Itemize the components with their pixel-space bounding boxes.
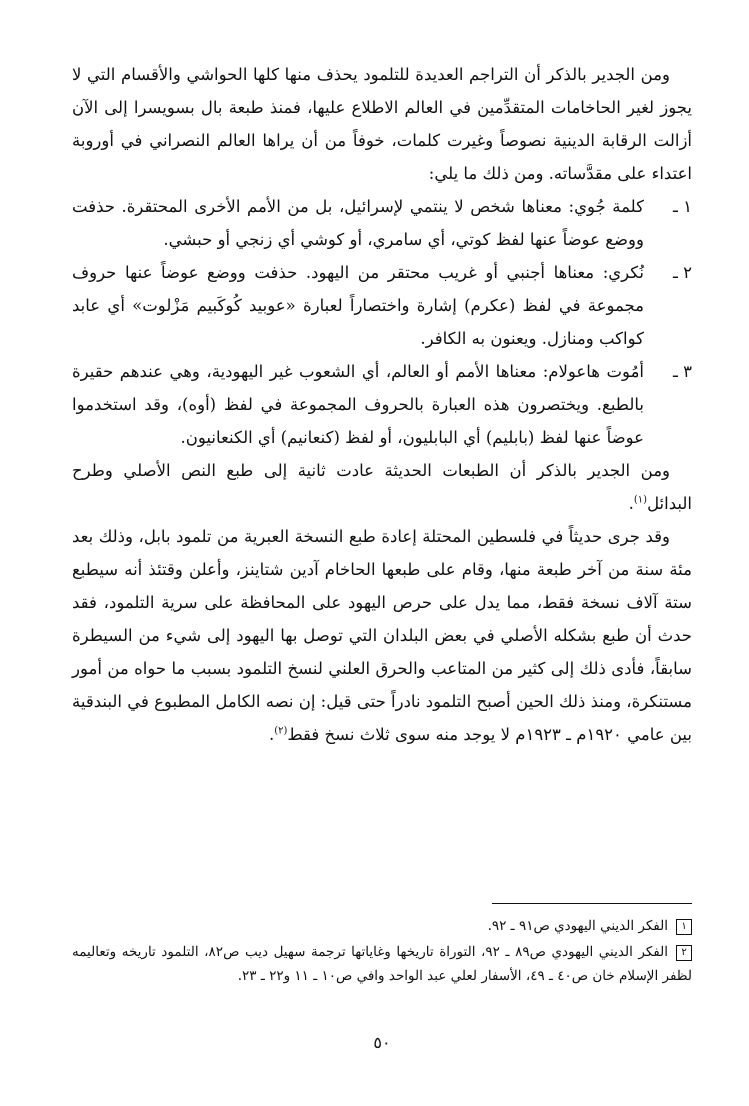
footnote-2 — [72, 940, 692, 988]
paragraph-modern-editions — [72, 454, 692, 520]
list-item-1 — [72, 190, 692, 256]
paragraph-text: ومن الجدير بالذكر أن الطبعات الحديثة عادت ثانية إلى طبع النص الأصلي وطرح البدائل — [72, 461, 692, 513]
footnote-text: الفكر الديني اليهودي ص٩١ ـ ٩٢. — [487, 918, 668, 934]
list-number: ٢ ـ — [673, 263, 692, 282]
list-item-2 — [72, 256, 692, 355]
list-number: ١ ـ — [673, 197, 692, 216]
footnote-divider — [492, 903, 692, 904]
sentence-end: . — [628, 494, 634, 513]
body-text — [72, 58, 692, 751]
page-number: ٥٠ — [373, 1033, 391, 1052]
footnote-number-box: ١ — [676, 919, 692, 935]
paragraph-text: وقد جرى حديثاً في فلسطين المحتلة إعادة طبع النسخة العبرية من تلمود بابل، وذلك بعد مئة سنة من آخر طبعة منها، وقام على طبعها الحاخام آدين شتاينز، وأعلن وقتئذ أنه سيطبع ستة آلاف نسخة فقط، مما يدل على حرص اليهود على المحافظة على سرية التلمود، فقد حدث أن طبع بشكله الأصلي في بعض البلدان التي توصل بها اليهود إلى شيء من السيطرة سابقاً، فأدى ذلك إلى كثير من المتاعب والحرق العلني لنسخ التلمود بسبب ما حواه من أمور مستنكرة، ومنذ ذلك الحين أصبح التلمود نادراً حتى قيل: إن نصه الكامل المطبوع في البندقية بين عامي ١٩٢٠م ـ ١٩٢٣م لا يوجد منه سوى ثلاث نسخ فقط — [72, 527, 692, 744]
list-item-3 — [72, 355, 692, 454]
sentence-end: . — [268, 725, 275, 744]
list-number: ٣ ـ — [673, 362, 692, 381]
list-item-text: كلمة جُوي: معناها شخص لا ينتمي لإسرائيل، بل من الأمم الأخرى المحتقرة. حذفت ووضع عوضاً عنها لفظ كوتي، أي سامري، أو كوشي أي زنجي أو حبشي. — [72, 197, 644, 249]
book-page — [72, 58, 692, 1058]
footnotes — [72, 903, 692, 990]
list-item-text: نُكري: معناها أجنبي أو غريب محتقر من اليهود. حذفت ووضع عوضاً عنها حروف مجموعة في لفظ (عكرم) إشارة واختصاراً لعبارة «عوبيد كُوكَبيم مَزْلوت» أي عابد كواكب ومنازل. ويعنون به الكافر. — [72, 263, 644, 348]
footnote-reference-1[interactable]: (١) — [633, 494, 648, 506]
footnote-1 — [72, 914, 692, 938]
footnote-number-box: ٢ — [676, 945, 692, 961]
footnote-text: الفكر الديني اليهودي ص٨٩ ـ ٩٢، التوراة تاريخها وغاياتها ترجمة سهيل ديب ص٨٢، التلمود تاريخه وتعاليمه لظفر الإسلام خان ص٤٠ ـ ٤٩، الأسفار لعلي عبد الواحد وافي ص١٠ ـ ١١ و٢٢ ـ ٢٣. — [72, 944, 692, 984]
list-item-text: أمُوت هاعولام: معناها الأمم أو العالم، أي الشعوب غير اليهودية، وهي عندهم حقيرة بالطبع. ويختصرون هذه العبارة بالحروف المجموعة في لفظ (أوه)، وقد استخدموا عوضاً عنها لفظ (بابليم) أي البابليون، أو لفظ (كنعانيم) أي الكنعانيون. — [72, 362, 644, 447]
footnote-reference-2[interactable]: (٢) — [274, 725, 288, 737]
paragraph-intro: ومن الجدير بالذكر أن التراجم العديدة للتلمود يحذف منها كلها الحواشي والأقسام التي لا يجوز لغير الحاخامات المتقدِّمين في العالم الاطلاع عليها، فمنذ طبعة بال بسويسرا إلى الآن أزالت الرقابة الدينية نصوصاً وغيرت كلمات، خوفاً من أن يراها العالم النصراني في أوروبة اعتداء على مقدَّساته. ومن ذلك ما يلي: — [72, 65, 692, 183]
paragraph-reprint — [72, 520, 692, 751]
